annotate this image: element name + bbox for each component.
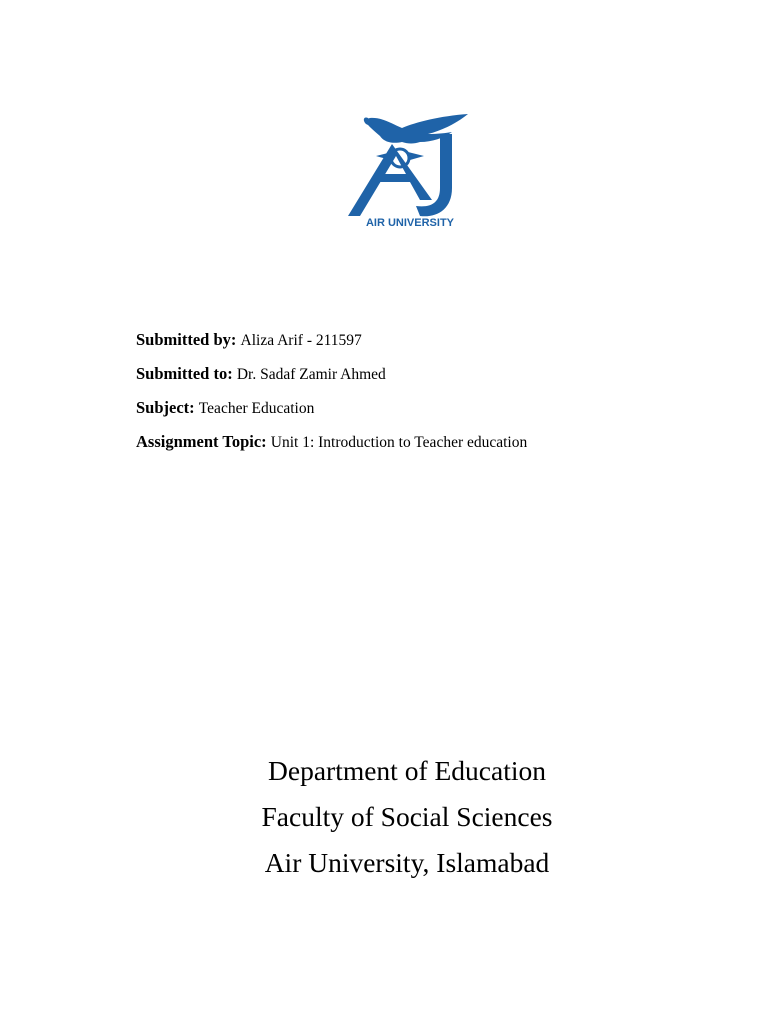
subject-value: Teacher Education — [198, 400, 315, 417]
university-name: Air University, Islamabad — [264, 847, 550, 878]
submitted-to-value: Dr. Sadaf Zamir Ahmed — [236, 366, 386, 383]
institution-block — [0, 748, 768, 886]
assignment-topic-value: Unit 1: Introduction to Teacher education — [270, 434, 528, 451]
submitted-to-label: Submitted to: — [136, 364, 237, 383]
logo-wordmark: AIR UNIVERSITY — [365, 217, 455, 229]
assignment-topic-row — [136, 428, 736, 462]
submission-details — [136, 326, 736, 462]
faculty-name: Faculty of Social Sciences — [261, 801, 553, 832]
submitted-by-label: Submitted by: — [136, 330, 241, 349]
submitted-to-row — [136, 360, 736, 394]
submitted-by-value: Aliza Arif - 211597 — [240, 332, 362, 349]
subject-row — [136, 394, 736, 428]
submitted-by-row — [136, 326, 736, 360]
subject-label: Subject: — [136, 398, 199, 417]
assignment-topic-label: Assignment Topic: — [136, 432, 271, 451]
air-university-logo — [340, 108, 480, 232]
department-name: Department of Education — [268, 755, 546, 786]
